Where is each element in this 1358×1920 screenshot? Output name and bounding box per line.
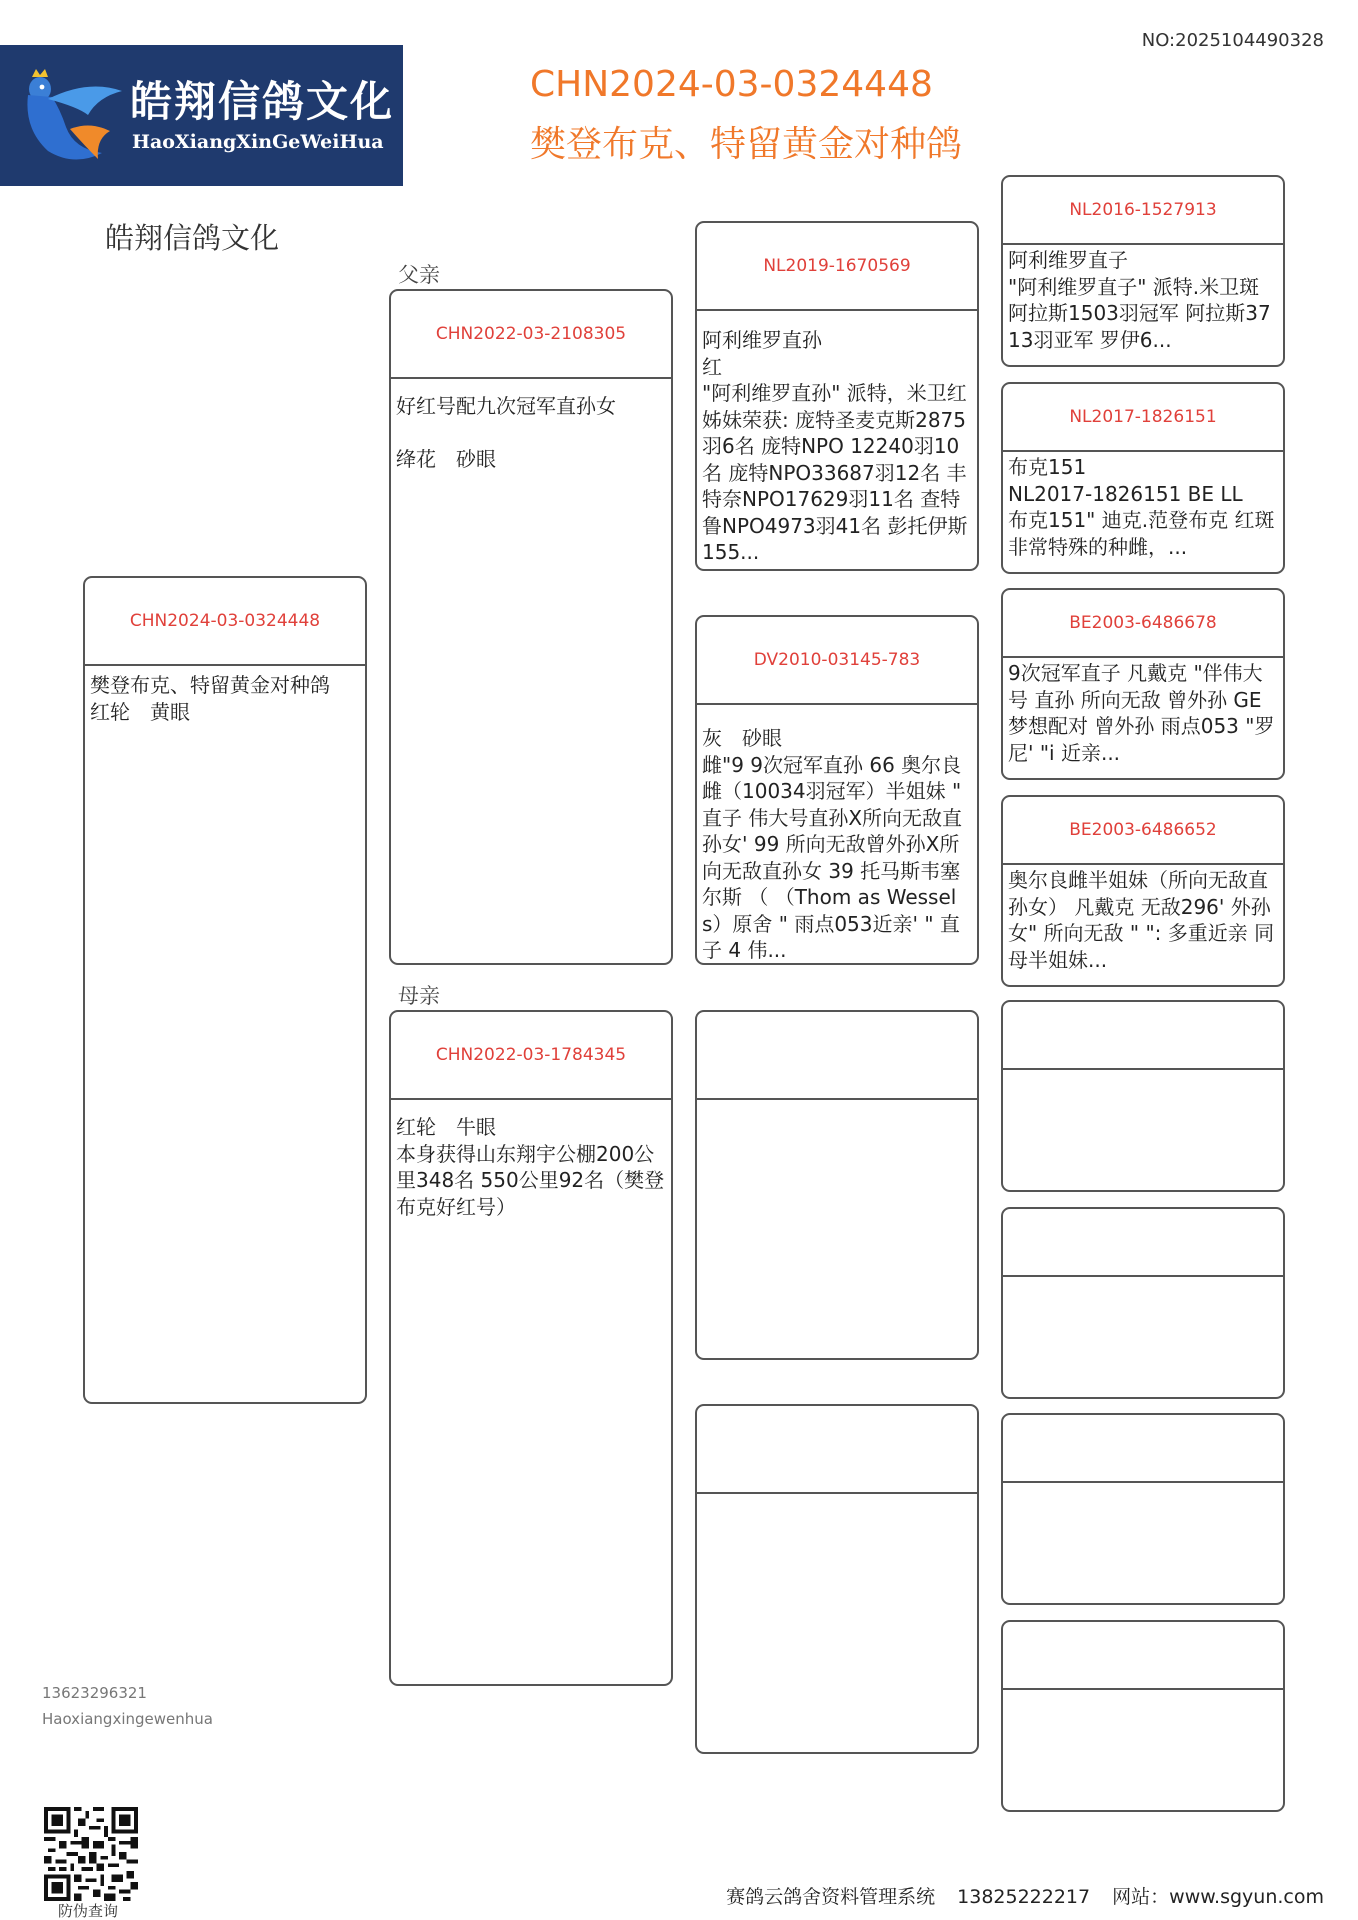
- pedigree-card-g3-2: [1001, 382, 1285, 574]
- ring-number: NL2019-1670569: [697, 223, 977, 311]
- contact-site: Haoxiangxingewenhua: [42, 1710, 213, 1728]
- ring-number: [1003, 1209, 1283, 1277]
- owner-name: 皓翔信鸽文化: [105, 221, 280, 255]
- father-label: 父亲: [398, 263, 440, 287]
- brand-logo: [0, 45, 403, 186]
- pedigree-card-g3-3: [1001, 588, 1285, 780]
- pedigree-card-sire-sire: [695, 221, 979, 571]
- pedigree-card-dam-dam: [695, 1404, 979, 1754]
- pigeon-notes: 布克151 NL2017-1826151 BE LL 布克151" 迪克.范登布克 红斑 非常特殊的种雌，...: [1008, 455, 1275, 559]
- footer-phone: 13825222217: [957, 1886, 1091, 1908]
- pigeon-notes: 奥尔良雌半姐妹（所向无敌直孙女） 凡戴克 无敌296' 外孙女" 所向无敌 " ": 多重近亲 同母半姐妹...: [1008, 868, 1275, 972]
- pedigree-card-sire-dam: [695, 615, 979, 965]
- qr-label: 防伪查询: [58, 1902, 119, 1920]
- pedigree-card-g3-1: [1001, 175, 1285, 367]
- pigeon-notes: 阿利维罗直孙 红 "阿利维罗直孙" 派特，米卫红 姊妹荣获: 庞特圣麦克斯2875羽6名 庞特NPO 12240羽10名 庞特NPO33687羽12名 丰特奈NPO17629羽11名 查特鲁NPO4973羽41名 彭托伊斯155...: [702, 328, 968, 564]
- pigeon-notes: 阿利维罗直子 "阿利维罗直子" 派特.米卫斑 阿拉斯1503羽冠军 阿拉斯3713羽亚军 罗伊6...: [1008, 248, 1271, 352]
- bird-logo-icon: [18, 69, 128, 169]
- ring-number: [697, 1406, 977, 1494]
- pigeon-notes: 灰 砂眼 雌"9 9次冠军直孙 66 奥尔良雌（10034羽冠军）半姐妹 " 直子 伟大号直孙X所向无敌直孙女' 99 所向无敌曾外孙X所向无敌直孙女 39 托马斯韦塞尔斯 （ （Thom as Wessels）原舍 " 雨点053近亲' " 直子 4 伟...: [702, 726, 963, 959]
- footer-website: 网站：www.sgyun.com: [1112, 1886, 1324, 1908]
- pedigree-card-g3-4: [1001, 795, 1285, 987]
- pedigree-card-g3-5: [1001, 1000, 1285, 1192]
- pigeon-notes: 樊登布克、特留黄金对种鸽 红轮 黄眼: [90, 673, 330, 724]
- qr-code-icon: [44, 1807, 138, 1901]
- ring-number: NL2016-1527913: [1003, 177, 1283, 245]
- pedigree-card-subject: [83, 576, 367, 1404]
- ring-number: CHN2024-03-0324448: [85, 578, 365, 666]
- pedigree-card-sire: [389, 289, 673, 965]
- ring-number: DV2010-03145-783: [697, 617, 977, 705]
- contact-phone: 13623296321: [42, 1684, 147, 1702]
- pedigree-card-g3-8: [1001, 1620, 1285, 1812]
- footer: [710, 1882, 1324, 1909]
- ring-number: [1003, 1002, 1283, 1070]
- pigeon-notes: 好红号配九次冠军直孙女 绛花 砂眼: [396, 394, 616, 471]
- pedigree-card-g3-6: [1001, 1207, 1285, 1399]
- brand-name-cn: 皓翔信鸽文化: [130, 77, 395, 126]
- pigeon-notes: 红轮 牛眼 本身获得山东翔宇公棚200公里348名 550公里92名（樊登布克好红号）: [396, 1115, 665, 1219]
- footer-system-name: 赛鸽云鸽舍资料管理系统: [726, 1886, 936, 1908]
- subject-name-title: 樊登布克、特留黄金对种鸽: [530, 124, 963, 165]
- ring-number: BE2003-6486652: [1003, 797, 1283, 865]
- ring-number: CHN2022-03-1784345: [391, 1012, 671, 1100]
- ring-number: BE2003-6486678: [1003, 590, 1283, 658]
- ring-number: CHN2022-03-2108305: [391, 291, 671, 379]
- document-number: NO:2025104490328: [1141, 30, 1324, 51]
- ring-number: [1003, 1415, 1283, 1483]
- ring-number: [697, 1012, 977, 1100]
- pedigree-card-dam: [389, 1010, 673, 1686]
- pedigree-card-g3-7: [1001, 1413, 1285, 1605]
- mother-label: 母亲: [398, 984, 440, 1008]
- pedigree-card-dam-sire: [695, 1010, 979, 1360]
- brand-name-en: HaoXiangXinGeWeiHua: [132, 131, 384, 153]
- ring-number: NL2017-1826151: [1003, 384, 1283, 452]
- pigeon-notes: 9次冠军直子 凡戴克 "伴伟大号 直孙 所向无敌 曾外孙 GE 梦想配对 曾外孙 雨点053 "罗尼' "i 近亲...: [1008, 661, 1275, 765]
- ring-number: [1003, 1622, 1283, 1690]
- subject-ring-title: CHN2024-03-0324448: [530, 64, 933, 105]
